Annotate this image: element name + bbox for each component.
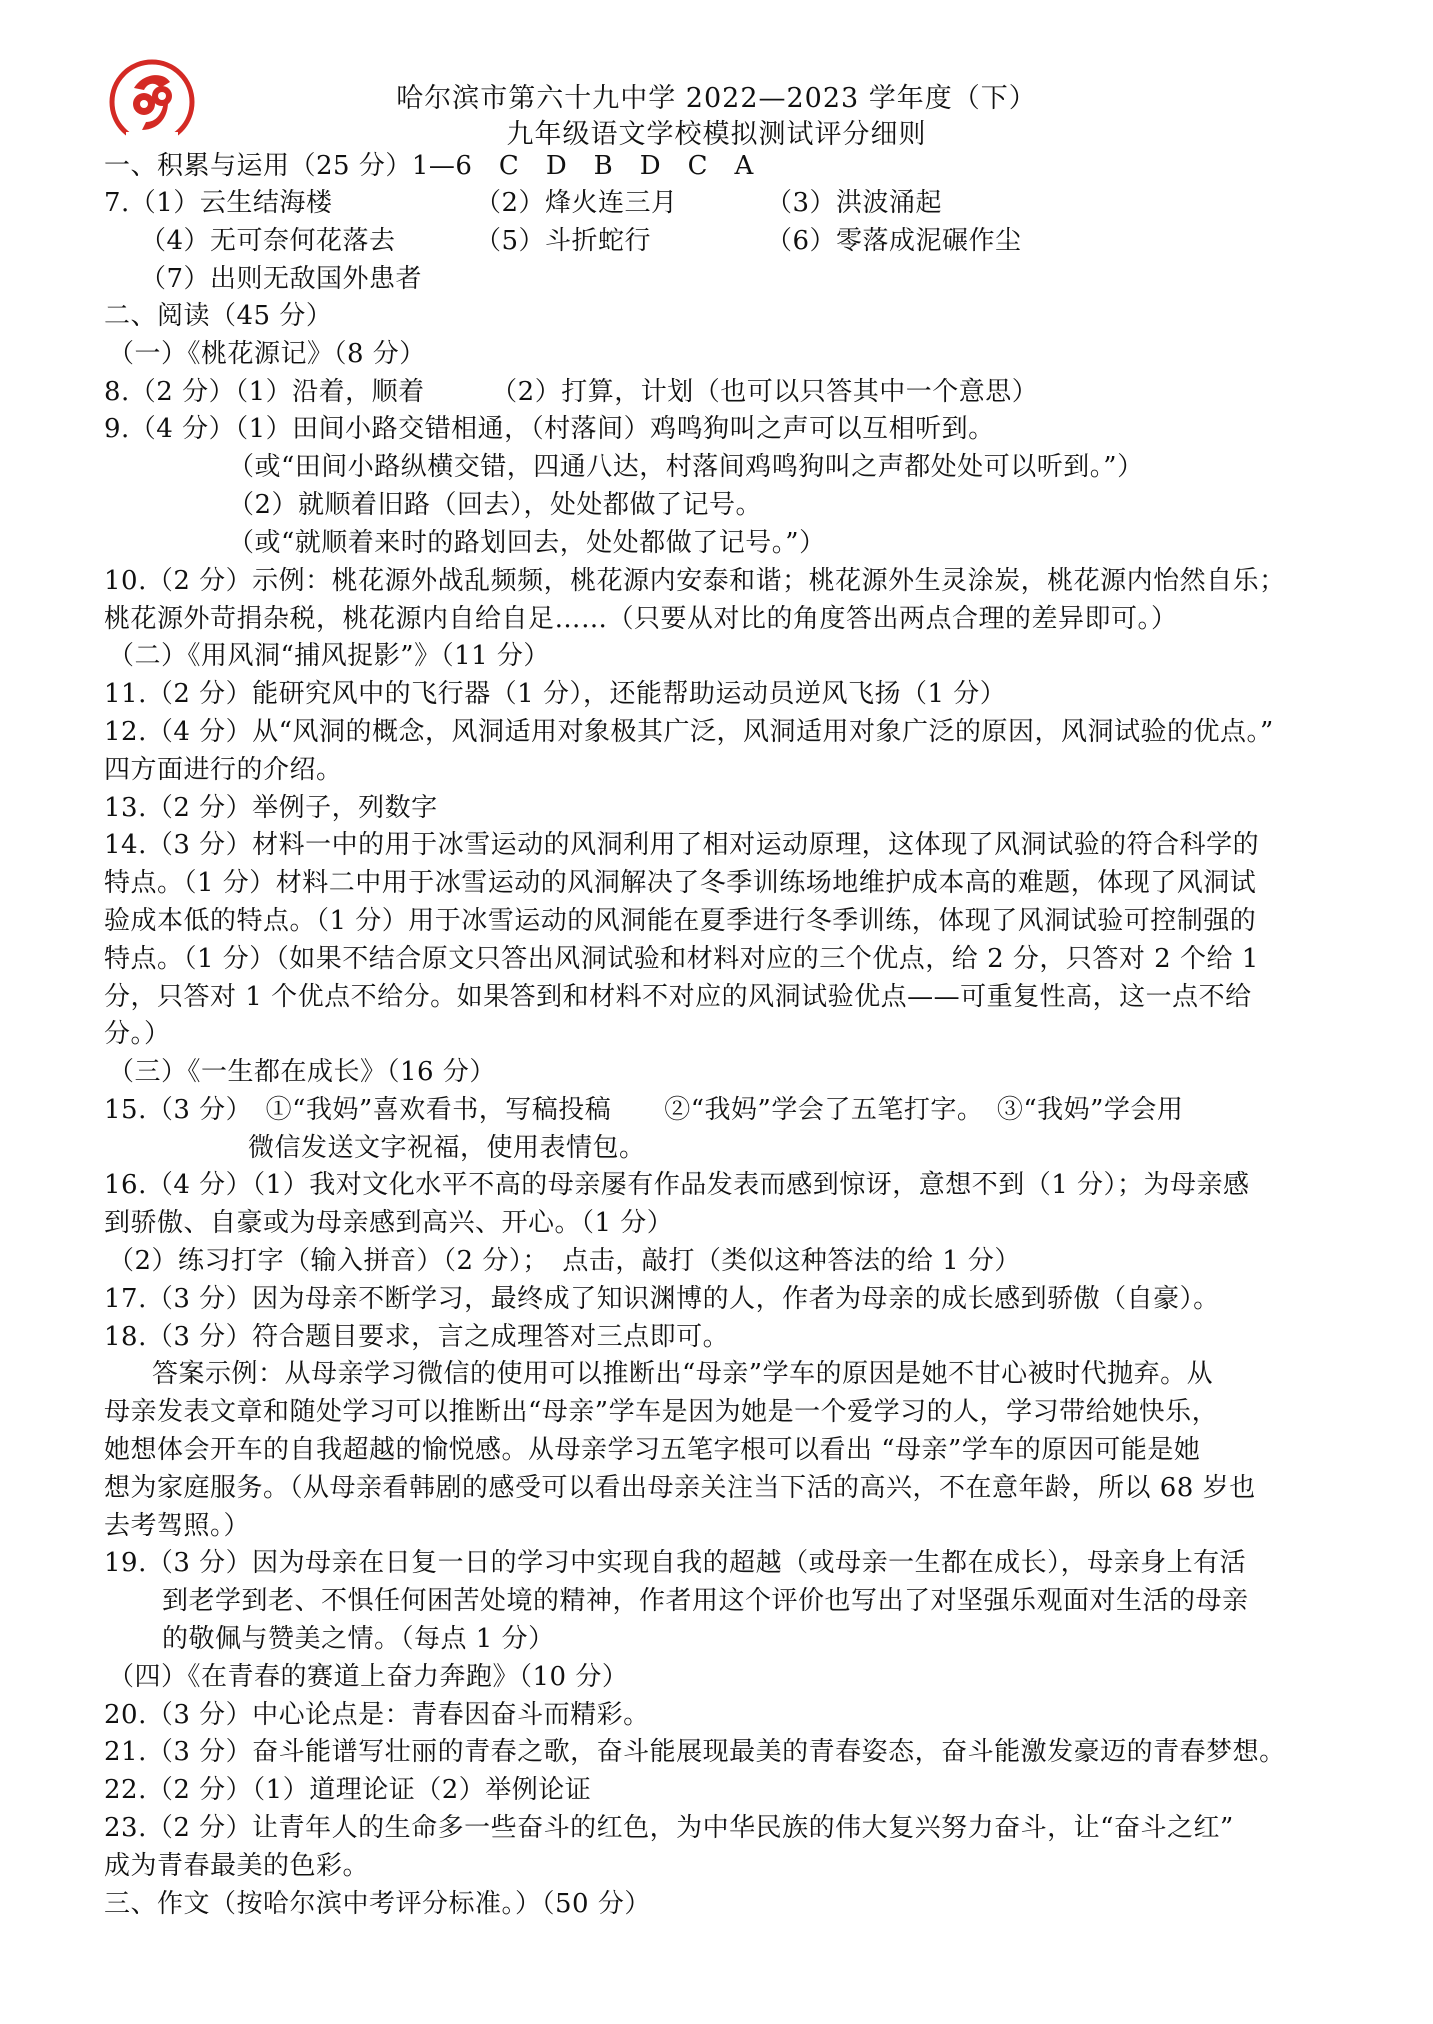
answer-17: 17.（3 分）因为母亲不断学习，最终成了知识渊博的人，作者为母亲的成长感到骄傲（自豪）。 bbox=[104, 1284, 1220, 1314]
document-title-line1: 哈尔滨市第六十九中学 2022—2023 学年度（下） bbox=[396, 83, 1037, 114]
answer-19-line2: 到老学到老、不惧任何困苦处境的精神，作者用这个评价也写出了对坚强乐观面对生活的母亲 bbox=[162, 1586, 1249, 1616]
answer-14-line4: 特点。（1 分）（如果不结合原文只答出风洞试验和材料对应的三个优点，给 2 分，只答对 2 个给 1 bbox=[104, 944, 1259, 974]
answer-12-line1: 12.（4 分）从“风洞的概念，风洞适用对象极其广泛，风洞适用对象广泛的原因，风洞试验的优点。” bbox=[104, 717, 1274, 747]
answer-14-line1: 14.（3 分）材料一中的用于冰雪运动的风洞利用了相对运动原理，这体现了风洞试验的符合科学的 bbox=[104, 830, 1260, 860]
answer-10-line1: 10.（2 分）示例：桃花源外战乱频频，桃花源内安泰和谐；桃花源外生灵涂炭，桃花源内怡然自乐； bbox=[104, 566, 1286, 596]
answer-16-line1: 16.（4 分）（1）我对文化水平不高的母亲屡有作品发表而感到惊讶，意想不到（1 分）；为母亲感 bbox=[104, 1170, 1250, 1200]
answer-7-4: （4）无可奈何花落去 bbox=[140, 226, 396, 256]
answer-12-line2: 四方面进行的介绍。 bbox=[104, 755, 343, 785]
answer-18-line2: 答案示例：从母亲学习微信的使用可以推断出“母亲”学车的原因是她不甘心被时代抛弃。从 bbox=[152, 1359, 1214, 1389]
answer-19-line3: 的敬佩与赞美之情。（每点 1 分） bbox=[162, 1624, 555, 1654]
answer-14-line3: 验成本低的特点。（1 分）用于冰雪运动的风洞能在夏季进行冬季训练，体现了风洞试验可控制强的 bbox=[104, 906, 1257, 936]
answer-14-line5: 分，只答对 1 个优点不给分。如果答到和材料不对应的风洞试验优点——可重复性高，这一点不给 bbox=[104, 982, 1252, 1012]
answer-15-line1: 15.（3 分） ①“我妈”喜欢看书，写稿投稿 ②“我妈”学会了五笔打字。 ③“我妈”学会用 bbox=[104, 1095, 1184, 1125]
answer-16-line2: 到骄傲、自豪或为母亲感到高兴、开心。（1 分） bbox=[104, 1208, 674, 1238]
answer-20: 20.（3 分）中心论点是：青春因奋斗而精彩。 bbox=[104, 1700, 650, 1730]
answer-14-line6: 分。） bbox=[104, 1019, 171, 1049]
answer-8: 8.（2 分）（1）沿着，顺着 （2）打算，计划（也可以只答其中一个意思） bbox=[104, 377, 1039, 407]
answer-9-line3: （2）就顺着旧路（回去），处处都做了记号。 bbox=[228, 490, 763, 520]
answer-7-3: （3）洪波涌起 bbox=[766, 188, 943, 218]
section-2-heading: 二、阅读（45 分） bbox=[104, 301, 333, 331]
answer-18-line4: 她想体会开车的自我超越的愉悦感。从母亲学习五笔字根可以看出 “母亲”学车的原因可能是她 bbox=[104, 1435, 1201, 1465]
answer-7-1: 7.（1）云生结海楼 bbox=[104, 188, 333, 218]
answer-15-line2: 微信发送文字祝福，使用表情包。 bbox=[248, 1133, 646, 1163]
section-3-heading: 三、作文（按哈尔滨中考评分标准。）（50 分） bbox=[104, 1889, 651, 1919]
answer-14-line2: 特点。（1 分）材料二中用于冰雪运动的风洞解决了冬季训练场地维护成本高的难题，体现了风洞试 bbox=[104, 868, 1257, 898]
answer-7-2: （2）烽火连三月 bbox=[475, 188, 678, 218]
answer-11: 11.（2 分）能研究风中的飞行器（1 分），还能帮助运动员逆风飞扬（1 分） bbox=[104, 679, 1007, 709]
answer-7-6: （6）零落成泥碾作尘 bbox=[766, 226, 1022, 256]
subsection-4-heading: （四）《在青春的赛道上奋力奔跑》（10 分） bbox=[108, 1662, 629, 1692]
answer-9-line2: （或“田间小路纵横交错，四通八达，村落间鸡鸣狗叫之声都处处可以听到。”） bbox=[228, 452, 1144, 482]
answer-18-line3: 母亲发表文章和随处学习可以推断出“母亲”学车是因为她是一个爱学习的人，学习带给她快乐， bbox=[104, 1397, 1219, 1427]
answer-13: 13.（2 分）举例子，列数字 bbox=[104, 793, 438, 823]
answer-19-line1: 19.（3 分）因为母亲在日复一日的学习中实现自我的超越（或母亲一生都在成长），母亲身上有活 bbox=[104, 1548, 1247, 1578]
subsection-3-heading: （三）《一生都在成长》（16 分） bbox=[108, 1057, 496, 1087]
answer-21: 21.（3 分）奋斗能谱写壮丽的青春之歌，奋斗能展现最美的青春姿态，奋斗能激发豪迈的青春梦想。 bbox=[104, 1737, 1286, 1767]
answer-22: 22.（2 分）（1）道理论证（2）举例论证 bbox=[104, 1775, 592, 1805]
document-title-line2: 九年级语文学校模拟测试评分细则 bbox=[506, 119, 927, 150]
answer-10-line2: 桃花源外苛捐杂税，桃花源内自给自足……（只要从对比的角度答出两点合理的差异即可。） bbox=[104, 604, 1178, 634]
answer-18-line6: 去考驾照。） bbox=[104, 1511, 251, 1541]
answer-9-line1: 9.（4 分）（1）田间小路交错相通，（村落间）鸡鸣狗叫之声可以互相听到。 bbox=[104, 414, 995, 444]
answer-23-line2: 成为青春最美的色彩。 bbox=[104, 1851, 370, 1881]
answer-18-line5: 想为家庭服务。（从母亲看韩剧的感受可以看出母亲关注当下活的高兴，不在意年龄，所以 68 岁也 bbox=[104, 1473, 1256, 1503]
answer-16-line3: （2）练习打字（输入拼音）（2 分）； 点击，敲打（类似这种答法的给 1 分） bbox=[108, 1246, 1021, 1276]
answer-7-5: （5）斗折蛇行 bbox=[475, 226, 652, 256]
answer-18-line1: 18.（3 分）符合题目要求，言之成理答对三点即可。 bbox=[104, 1322, 730, 1352]
section-1-heading: 一、积累与运用（25 分）1—6 C D B D C A bbox=[104, 151, 754, 181]
answer-7-7: （7）出则无敌国外患者 bbox=[140, 264, 423, 294]
answer-23-line1: 23.（2 分）让青年人的生命多一些奋斗的红色，为中华民族的伟大复兴努力奋斗，让“奋斗之红” bbox=[104, 1813, 1234, 1843]
subsection-2-heading: （二）《用风洞“捕风捉影”》（11 分） bbox=[108, 641, 550, 671]
subsection-1-heading: （一）《桃花源记》（8 分） bbox=[108, 339, 426, 369]
answer-9-line4: （或“就顺着来时的路划回去，处处都做了记号。”） bbox=[228, 528, 826, 558]
